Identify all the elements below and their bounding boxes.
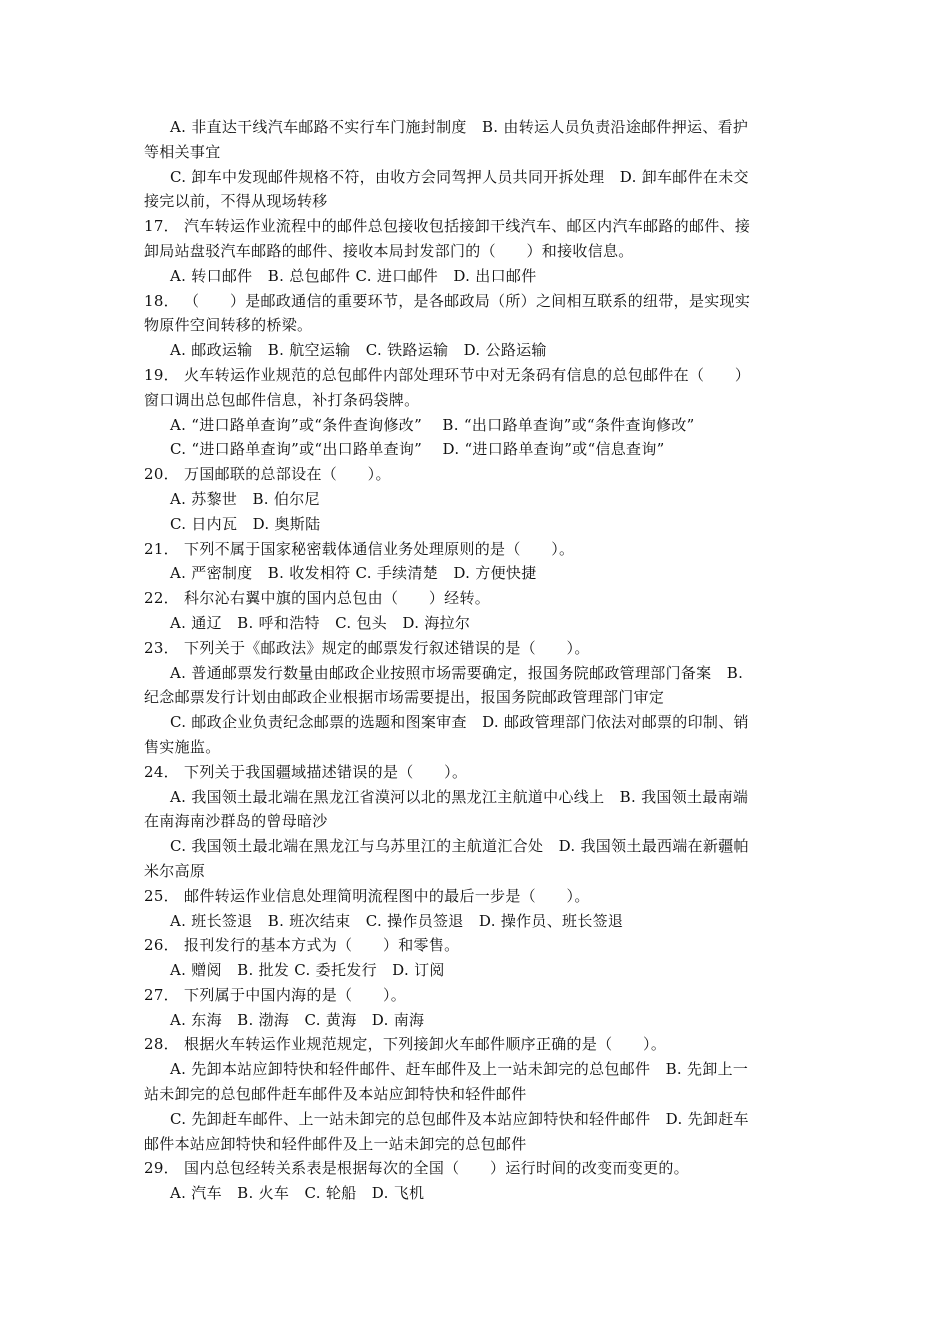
answer-options-line: A. 邮政运输 B. 航空运输 C. 铁路运输 D. 公路运输 bbox=[170, 341, 547, 360]
answer-options-line: A. 汽车 B. 火车 C. 轮船 D. 飞机 bbox=[170, 1184, 425, 1203]
answer-options-line: A. 先卸本站应卸特快和轻件邮件、赶车邮件及上一站未卸完的总包邮件 B. 先卸上一 bbox=[170, 1060, 749, 1079]
question-text-line: 18． （ ）是邮政通信的重要环节，是各邮政局（所）之间相互联系的纽带，是实现实 bbox=[144, 291, 751, 310]
answer-options-line: C. 邮政企业负责纪念邮票的选题和图案审查 D. 邮政管理部门依法对邮票的印制、销 bbox=[170, 713, 749, 732]
answer-options-line: C. “进口路单查询”或“出口路单查询” D. “进口路单查询”或“信息查询” bbox=[170, 440, 665, 459]
question-text-line: 29． 国内总包经转关系表是根据每次的全国（ ）运行时间的改变而变更的。 bbox=[144, 1159, 689, 1178]
answer-options-line: A. 班长签退 B. 班次结束 C. 操作员签退 D. 操作员、班长签退 bbox=[170, 911, 624, 930]
question-text-line: 28． 根据火车转运作业规范规定，下列接卸火车邮件顺序正确的是（ ）。 bbox=[144, 1035, 667, 1054]
question-text-line: 窗口调出总包邮件信息，补打条码袋牌。 bbox=[144, 390, 420, 409]
question-text-line: 20． 万国邮联的总部设在（ ）。 bbox=[144, 465, 391, 484]
question-text-line: 售实施监。 bbox=[144, 737, 221, 756]
question-text-line: 24． 下列关于我国疆域描述错误的是（ ）。 bbox=[144, 762, 468, 781]
question-text-line: 19． 火车转运作业规范的总包邮件内部处理环节中对无条码有信息的总包邮件在（ ） bbox=[144, 365, 751, 384]
question-text-line: 邮件本站应卸特快和轻件邮件及上一站未卸完的总包邮件 bbox=[144, 1134, 527, 1153]
question-text-line: 17． 汽车转运作业流程中的邮件总包接收包括接卸干线汽车、邮区内汽车邮路的邮件、接 bbox=[144, 217, 751, 236]
question-text-line: 22． 科尔沁右翼中旗的国内总包由（ ）经转。 bbox=[144, 589, 491, 608]
question-text-line: 21． 下列不属于国家秘密载体通信业务处理原则的是（ ）。 bbox=[144, 539, 575, 558]
answer-options-line: A. 严密制度 B. 收发相符 C. 手续清楚 D. 方便快捷 bbox=[170, 564, 537, 583]
answer-options-line: C. 先卸赶车邮件、上一站未卸完的总包邮件及本站应卸特快和轻件邮件 D. 先卸赶车 bbox=[170, 1109, 749, 1128]
question-text-line: 25． 邮件转运作业信息处理简明流程图中的最后一步是（ ）。 bbox=[144, 886, 590, 905]
question-text-line: 27． 下列属于中国内海的是（ ）。 bbox=[144, 985, 407, 1004]
question-text-line: 23． 下列关于《邮政法》规定的邮票发行叙述错误的是（ ）。 bbox=[144, 638, 590, 657]
question-text-line: 米尔高原 bbox=[144, 861, 206, 880]
question-text-line: 26． 报刊发行的基本方式为（ ）和零售。 bbox=[144, 936, 460, 955]
answer-options-line: A. 东海 B. 渤海 C. 黄海 D. 南海 bbox=[170, 1010, 425, 1029]
answer-options-line: A. 苏黎世 B. 伯尔尼 bbox=[170, 489, 320, 508]
answer-options-line: C. 卸车中发现邮件规格不符，由收方会同驾押人员共同开拆处理 D. 卸车邮件在未交 bbox=[170, 167, 749, 186]
question-text-line: 等相关事宜 bbox=[144, 142, 221, 161]
question-text-line: 接完以前，不得从现场转移 bbox=[144, 192, 328, 211]
question-list bbox=[144, 115, 812, 1206]
answer-options-line: A. 赠阅 B. 批发 C. 委托发行 D. 订阅 bbox=[170, 961, 445, 980]
answer-options-line: A. 通辽 B. 呼和浩特 C. 包头 D. 海拉尔 bbox=[170, 613, 471, 632]
answer-options-line: C. 我国领土最北端在黑龙江与乌苏里江的主航道汇合处 D. 我国领土最西端在新疆帕 bbox=[170, 837, 749, 856]
answer-options-line: C. 日内瓦 D. 奥斯陆 bbox=[170, 514, 321, 533]
question-text-line: 在南海南沙群岛的曾母暗沙 bbox=[144, 812, 328, 831]
question-text-line: 站未卸完的总包邮件赶车邮件及本站应卸特快和轻件邮件 bbox=[144, 1085, 527, 1104]
question-text-line: 物原件空间转移的桥梁。 bbox=[144, 316, 313, 335]
answer-options-line: A. 转口邮件 B. 总包邮件 C. 进口邮件 D. 出口邮件 bbox=[170, 266, 537, 285]
question-text-line: 纪念邮票发行计划由邮政企业根据市场需要提出，报国务院邮政管理部门审定 bbox=[144, 688, 665, 707]
answer-options-line: A. 非直达干线汽车邮路不实行车门施封制度 B. 由转运人员负责沿途邮件押运、看护 bbox=[170, 118, 749, 136]
answer-options-line: A. “进口路单查询”或“条件查询修改” B. “出口路单查询”或“条件查询修改” bbox=[170, 415, 695, 434]
answer-options-line: A. 普通邮票发行数量由邮政企业按照市场需要确定，报国务院邮政管理部门备案 B. bbox=[170, 663, 744, 682]
question-text-line: 卸局站盘驳汽车邮路的邮件、接收本局封发部门的（ ）和接收信息。 bbox=[144, 241, 634, 260]
answer-options-line: A. 我国领土最北端在黑龙江省漠河以北的黑龙江主航道中心线上 B. 我国领土最南端 bbox=[170, 787, 749, 806]
